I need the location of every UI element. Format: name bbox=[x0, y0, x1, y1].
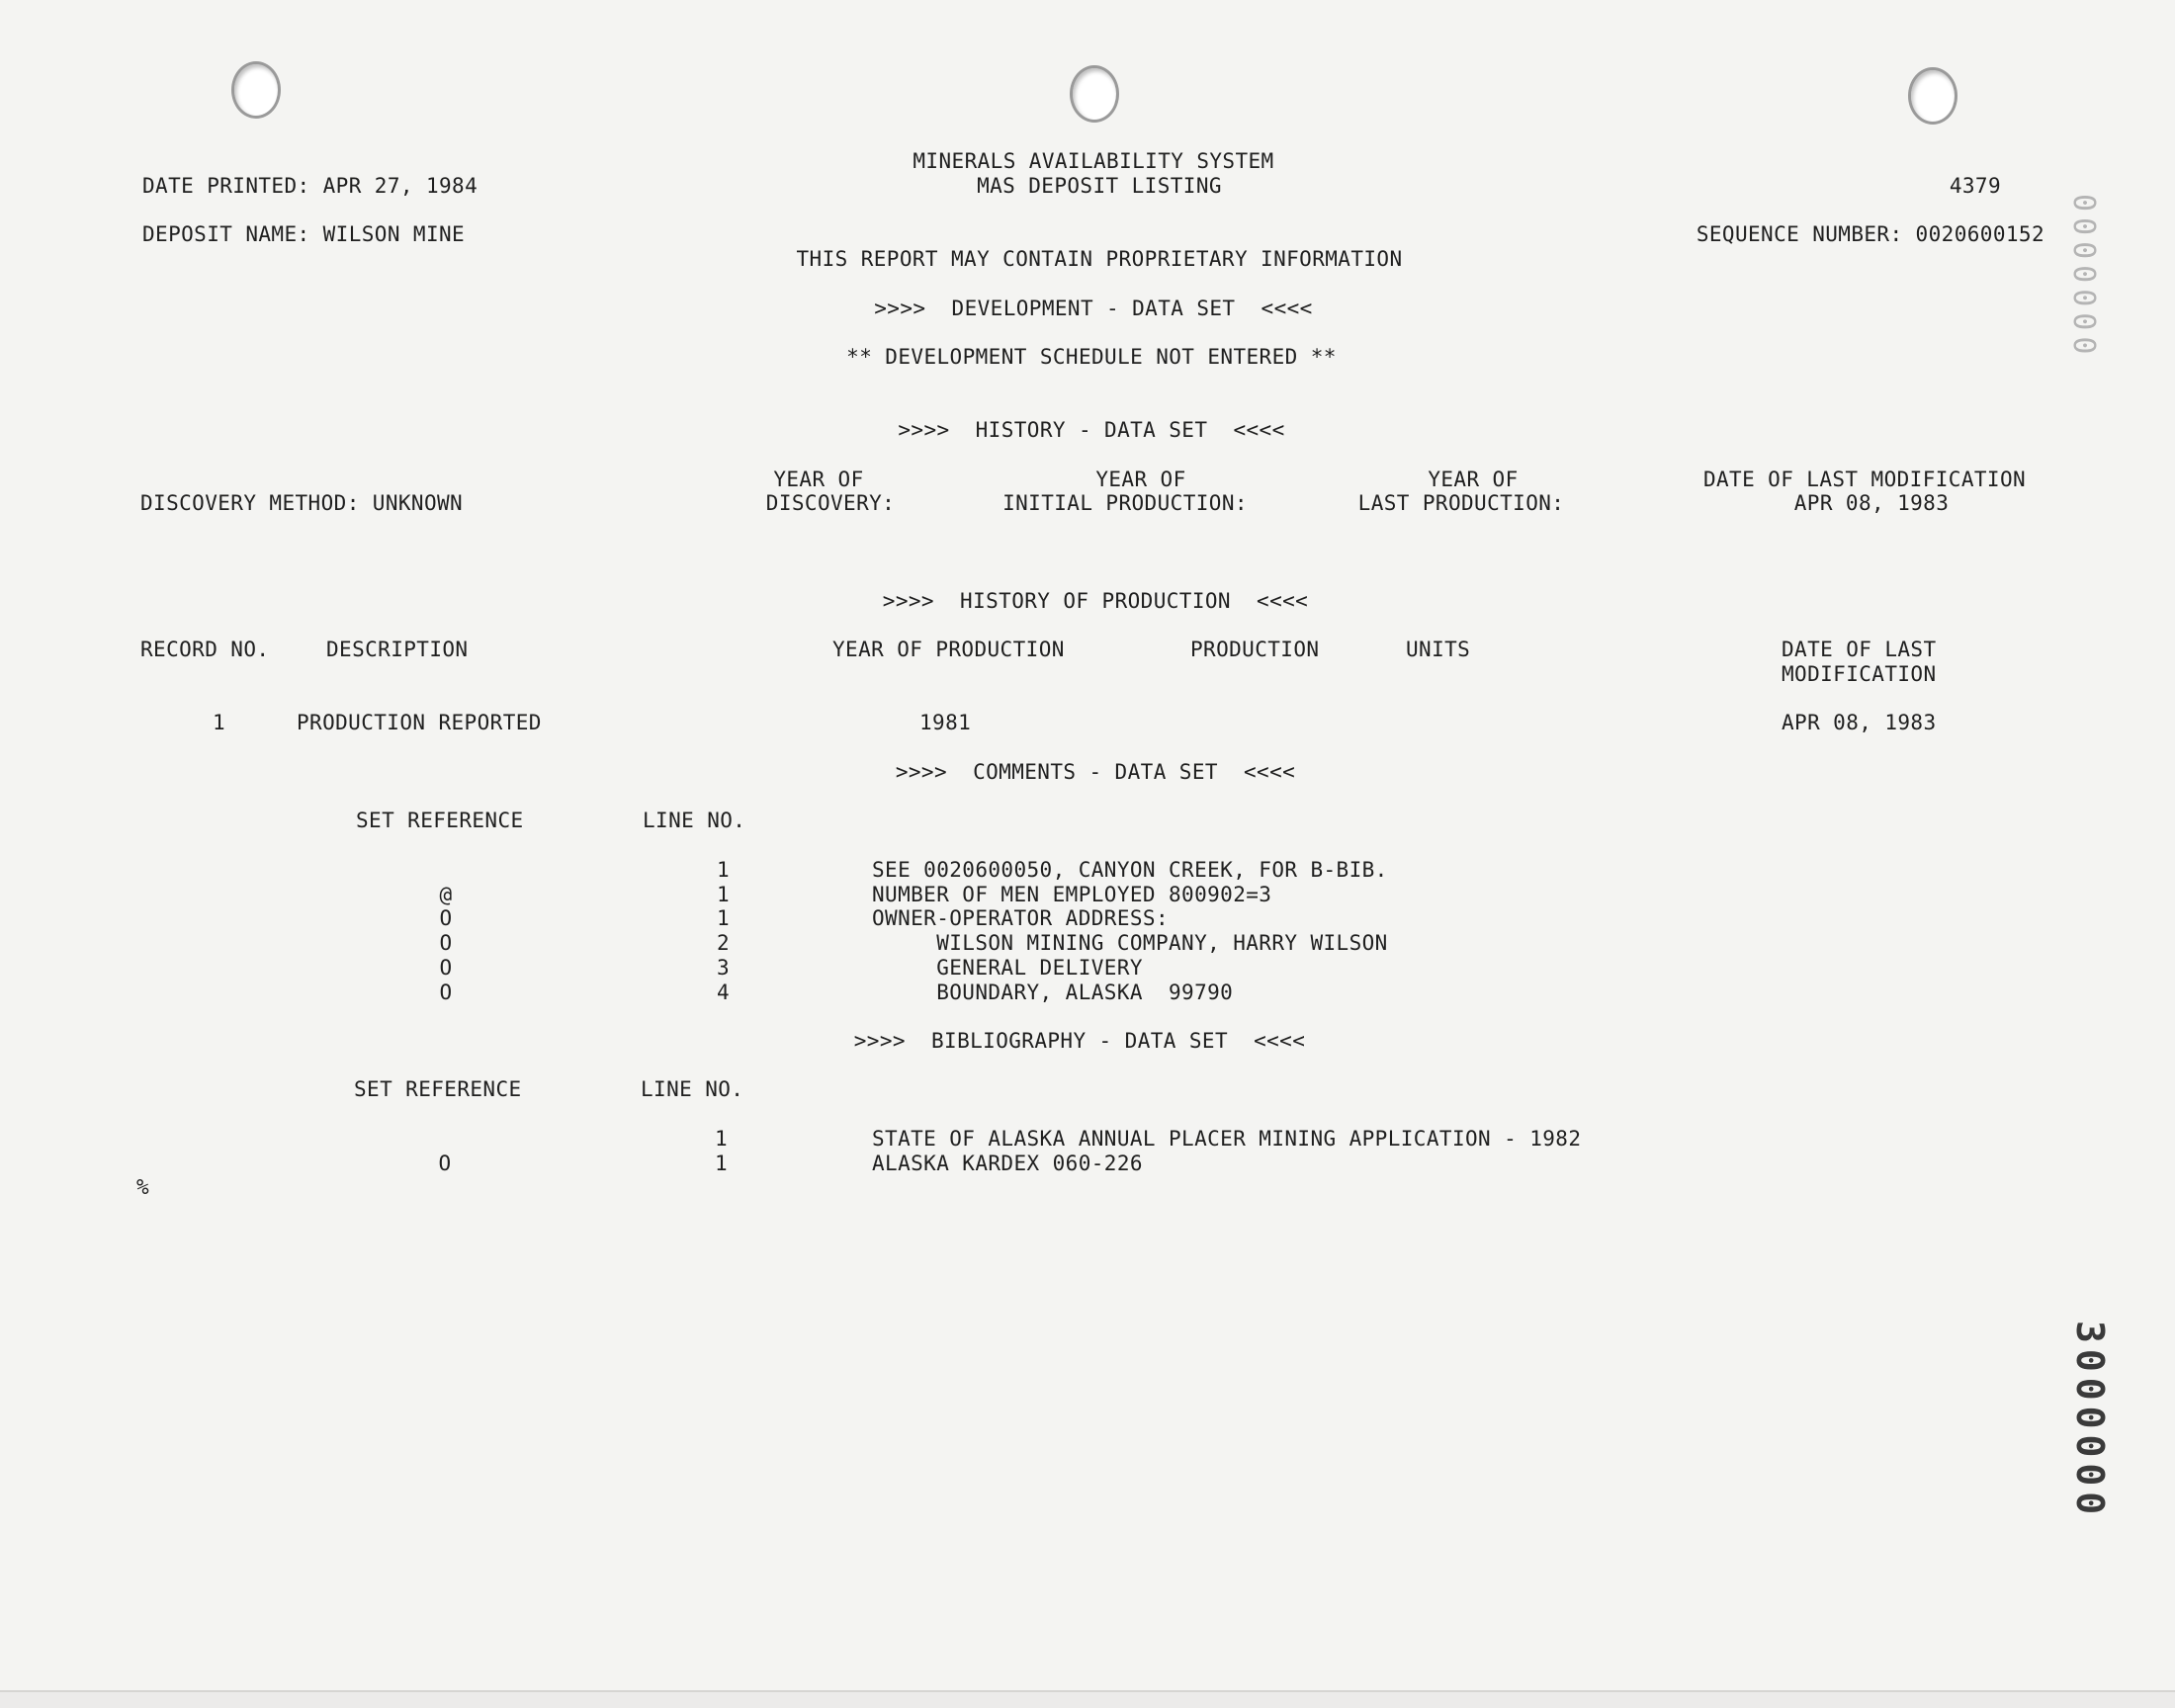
comment-ref: @ bbox=[439, 883, 453, 906]
col-last-mod-2: MODIFICATION bbox=[1782, 662, 1937, 686]
last-modification-value: APR 08, 1983 bbox=[1793, 491, 1950, 515]
comment-line: 1 bbox=[716, 858, 730, 882]
bibliography-col-line-no: LINE NO. bbox=[641, 1077, 744, 1101]
col-description: DESCRIPTION bbox=[326, 638, 469, 661]
listing-title: MAS DEPOSIT LISTING bbox=[977, 174, 1222, 198]
col-units: UNITS bbox=[1406, 638, 1471, 661]
comment-line: 4 bbox=[716, 981, 730, 1004]
deposit-name: DEPOSIT NAME: WILSON MINE bbox=[142, 222, 466, 246]
discovery-method: DISCOVERY METHOD: UNKNOWN bbox=[140, 491, 464, 515]
comment-text: SEE 0020600050, CANYON CREEK, FOR B-BIB. bbox=[872, 858, 1388, 882]
sequence-number: SEQUENCE NUMBER: 0020600152 bbox=[1696, 222, 2044, 246]
development-heading: >>>> DEVELOPMENT - DATA SET <<<< bbox=[874, 297, 1313, 320]
production-heading: >>>> HISTORY OF PRODUCTION <<<< bbox=[882, 589, 1309, 613]
comment-ref: O bbox=[439, 931, 453, 955]
comment-text: BOUNDARY, ALASKA 99790 bbox=[872, 981, 1234, 1004]
production-last-mod: APR 08, 1983 bbox=[1782, 711, 1937, 734]
margin-stamp-bottom: 3000000 bbox=[2068, 1321, 2112, 1521]
comment-text: OWNER-OPERATOR ADDRESS: bbox=[872, 906, 1169, 930]
bibliography-text: ALASKA KARDEX 060-226 bbox=[872, 1152, 1143, 1175]
comments-heading: >>>> COMMENTS - DATA SET <<<< bbox=[895, 760, 1296, 784]
last-production-label-2: LAST PRODUCTION: bbox=[1357, 491, 1565, 515]
bibliography-text: STATE OF ALASKA ANNUAL PLACER MINING APPLICATION - 1982 bbox=[872, 1127, 1582, 1151]
initial-production-label-1: YEAR OF bbox=[1095, 468, 1186, 491]
col-production: PRODUCTION bbox=[1190, 638, 1320, 661]
bibliography-col-set-ref: SET REFERENCE bbox=[354, 1077, 522, 1101]
bibliography-line: 1 bbox=[714, 1127, 728, 1151]
last-modification-label: DATE OF LAST MODIFICATION bbox=[1702, 468, 2027, 491]
last-production-label-1: YEAR OF bbox=[1428, 468, 1519, 491]
comment-ref: O bbox=[439, 956, 453, 980]
comments-col-set-ref: SET REFERENCE bbox=[356, 809, 524, 832]
date-printed: DATE PRINTED: APR 27, 1984 bbox=[142, 174, 478, 198]
page-number: 4379 bbox=[1949, 174, 2001, 198]
production-description: PRODUCTION REPORTED bbox=[297, 711, 542, 734]
year-of-discovery-label-1: YEAR OF bbox=[773, 468, 864, 491]
initial-production-label-2: INITIAL PRODUCTION: bbox=[1002, 491, 1248, 515]
comment-line: 1 bbox=[716, 883, 730, 906]
production-record-no: 1 bbox=[212, 711, 225, 734]
proprietary-notice: THIS REPORT MAY CONTAIN PROPRIETARY INFORMATION bbox=[796, 247, 1403, 271]
comment-line: 2 bbox=[716, 931, 730, 955]
col-last-mod-1: DATE OF LAST bbox=[1782, 638, 1937, 661]
comment-line: 3 bbox=[716, 956, 730, 980]
punch-hole-left bbox=[231, 61, 281, 119]
bibliography-ref: O bbox=[438, 1152, 452, 1175]
comment-line: 1 bbox=[716, 906, 730, 930]
development-note: ** DEVELOPMENT SCHEDULE NOT ENTERED ** bbox=[846, 345, 1337, 369]
system-title: MINERALS AVAILABILITY SYSTEM bbox=[913, 149, 1274, 173]
bibliography-heading: >>>> BIBLIOGRAPHY - DATA SET <<<< bbox=[853, 1029, 1306, 1053]
punch-hole-center bbox=[1070, 65, 1119, 123]
col-record-no: RECORD NO. bbox=[140, 638, 270, 661]
footer-mark: % bbox=[136, 1175, 150, 1199]
comment-text: WILSON MINING COMPANY, HARRY WILSON bbox=[872, 931, 1388, 955]
comment-ref: O bbox=[439, 906, 453, 930]
year-of-discovery-label-2: DISCOVERY: bbox=[765, 491, 896, 515]
history-heading: >>>> HISTORY - DATA SET <<<< bbox=[898, 418, 1285, 442]
bibliography-line: 1 bbox=[714, 1152, 728, 1175]
comments-col-line-no: LINE NO. bbox=[643, 809, 746, 832]
comment-text: GENERAL DELIVERY bbox=[872, 956, 1143, 980]
comment-ref: O bbox=[439, 981, 453, 1004]
comment-text: NUMBER OF MEN EMPLOYED 800902=3 bbox=[872, 883, 1272, 906]
production-year: 1981 bbox=[919, 711, 972, 734]
col-year-of-production: YEAR OF PRODUCTION bbox=[832, 638, 1065, 661]
margin-stamp-top: 0000000 bbox=[2066, 194, 2101, 361]
punch-hole-right bbox=[1908, 67, 1958, 125]
